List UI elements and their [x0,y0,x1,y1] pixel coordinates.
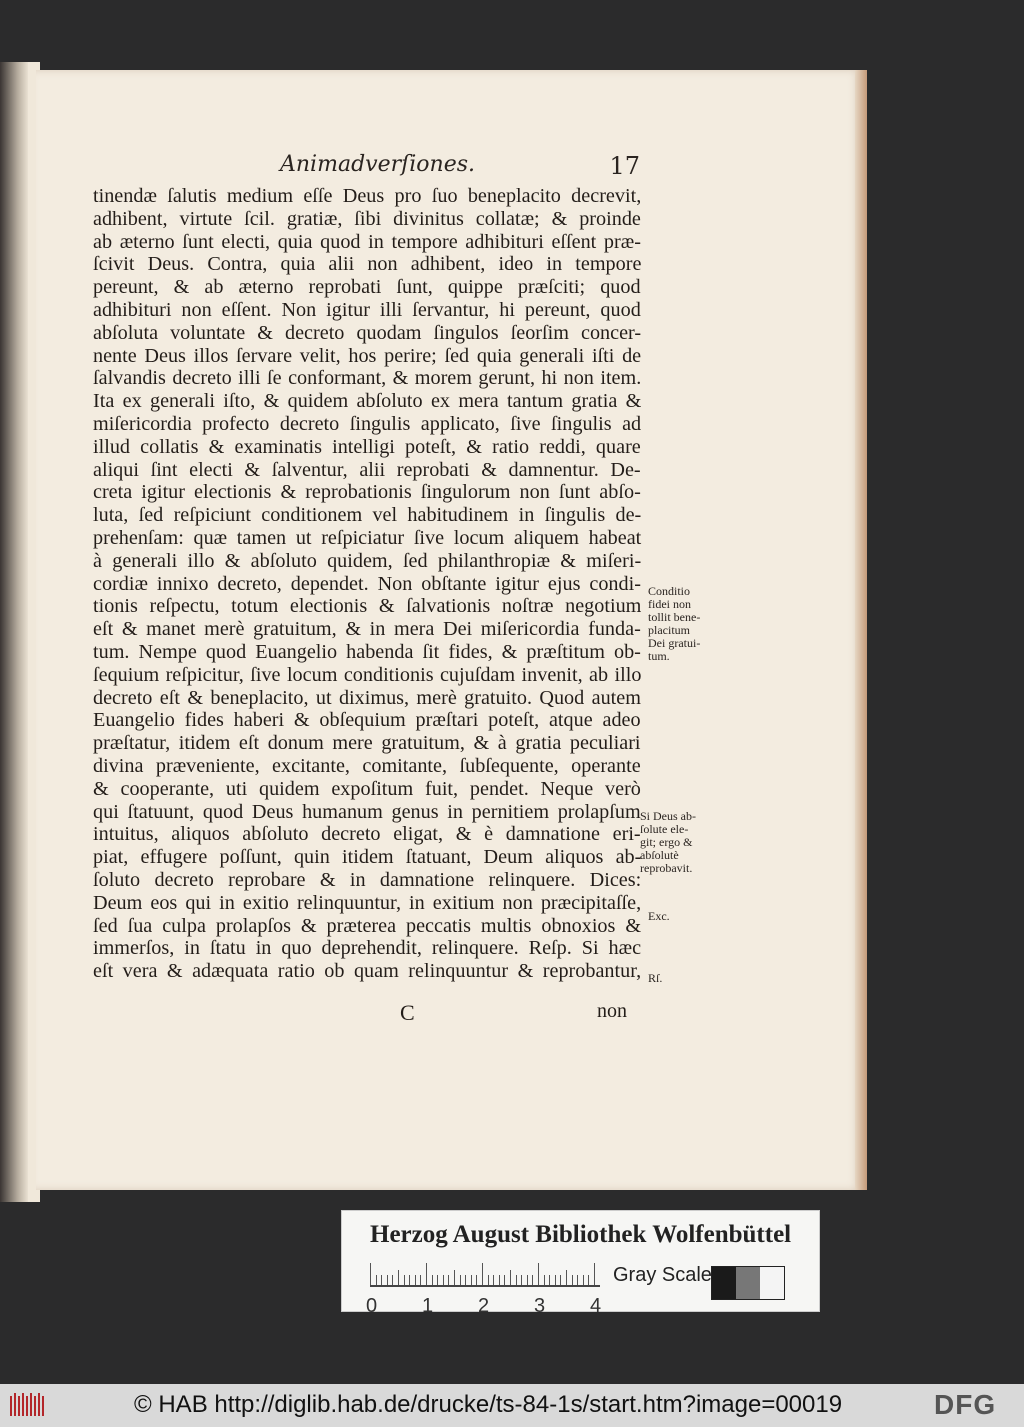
marginal-note-resp [648,972,662,985]
ruler-tick [527,1275,528,1285]
ruler-tick [370,1263,371,1285]
catchword: non [597,1000,627,1022]
text-line: miſericordia profecto decreto ſingulis applicato, ſive ſingulis ad [93,412,642,435]
ruler-tick [488,1275,489,1285]
text-line: eſt vera & adæquata ratio ob quam relinquuntur & reprobantur, [93,960,642,983]
text-line: Deum eos qui in exitio relinquuntur, in exitium non præcipitaſſe, [93,891,642,914]
ruler-tick [482,1263,483,1285]
ruler-tick [594,1263,595,1285]
ruler-tick [443,1275,444,1285]
ruler-tick [409,1275,410,1285]
ruler-tick [432,1275,433,1285]
ruler-tick [521,1275,522,1285]
library-name: Herzog August Bibliothek Wolfenbüttel [370,1221,792,1248]
ruler-tick [465,1275,466,1285]
ruler-tick [398,1270,399,1285]
marginal-line: tollit bene- [648,610,701,624]
text-line: præſtatur, itidem eſt donum mere gratuitum, & à gratia peculiari [93,732,641,755]
text-line: luta, ſed reſpiciunt conditionem vel habitudinem in ſingulis de- [93,504,642,527]
ruler-tick [460,1275,461,1285]
text-line: adhibituri non eſſent. Non igitur illi ſervantur, hi pereunt, quod [93,298,641,321]
marginal-line: tum. [648,649,670,663]
text-line: ſcivit Deus. Contra, quia alii non adhibent, ideo in tempore [93,253,642,276]
text-line: aliqui ſint electi & ſalventur, alii reprobati & damnentur. De- [93,458,641,481]
ruler-tick [583,1275,584,1285]
ruler-tick [404,1275,405,1285]
ruler-tick [476,1275,477,1285]
copyright-link[interactable]: © HAB http://diglib.hab.de/drucke/ts-84-1s/start.htm?image=00019 [134,1391,843,1418]
ruler-number: 2 [478,1295,490,1317]
text-line: creta igitur electionis & reprobationis ſingulorum non ſunt abſo- [93,481,641,504]
text-line: tum. Nempe quod Euangelio habenda ſit fides, & præſtitum ob- [93,640,641,663]
ruler-tick [437,1275,438,1285]
text-line: illud collatis & examinatis intelligi poteſt, & ratio reddi, quare [93,435,641,458]
ruler-number: 0 [366,1295,378,1317]
ruler-number: 4 [590,1295,602,1317]
text-line: decreto eſt & beneplacito, ut diximus, merè gratuito. Quod autem [93,686,641,709]
text-line: tionis reſpectu, totum electionis & ſalvationis noſtræ negotium [93,595,642,618]
ruler-tick [493,1275,494,1285]
footer-bar [0,1384,1024,1427]
text-line: adhibent, virtute ſcil. gratiæ, ſibi divinitus collatæ; & proinde [93,207,641,230]
ruler-tick [454,1270,455,1285]
marginal-line: placitum [648,623,690,637]
body-text [93,185,641,983]
text-line: ſalvandis decreto illi ſe conformant, & morem gerunt, hi non item. [93,367,642,390]
color-calibration-label [341,1210,820,1317]
dfg-logo: DFG [934,1389,997,1420]
ruler-tick [560,1275,561,1285]
running-title: Animadverſiones. [280,152,476,177]
ruler-tick [499,1275,500,1285]
text-line: eſt & manet merè gratuitum, & in mera Dei miſericordia funda- [93,618,641,641]
text-line: ab æterno ſunt electi, quia quod in tempore adhibituri eſſent præ- [93,230,641,253]
grayscale-swatches [711,1266,785,1300]
text-line: tinendæ ſalutis medium eſſe Deus pro ſuo beneplacito decrevit, [93,185,642,207]
hab-logo-icon [8,1390,46,1420]
text-line: ſoluto decreto reprobare & in damnatione relinquere. Dices: [93,868,642,891]
ruler-tick [426,1263,427,1285]
ruler-tick [392,1275,393,1285]
text-line: abſoluta voluntate & decreto quodam ſingulos ſeorſim concer- [93,321,642,344]
ruler-tick [588,1275,589,1285]
text-line: ſed ſua culpa prolapſos & præterea peccatis multis obnoxios & [93,914,642,937]
page-header [280,152,640,184]
text-line: & cooperante, uti quidem expoſitum fuit, pendet. Neque verò [93,777,641,800]
ruler-tick [555,1275,556,1285]
marginal-note-deus [640,810,696,875]
ruler-tick [544,1275,545,1285]
ruler-tick [471,1275,472,1285]
swatch-gray [736,1267,760,1299]
text-line: intuitus, aliquos abſoluto decreto eligat, & è damnatione eri- [93,823,641,846]
ruler-tick [510,1270,511,1285]
ruler-tick [532,1275,533,1285]
text-line: ſequium reſpicitur, ſive locum conditionis cujuſdam invenit, ab illo [93,663,642,686]
ruler-tick [381,1275,382,1285]
text-line: piat, effugere poſſunt, quin itidem ſtatuant, Deum aliquos ab- [93,846,642,869]
text-line: immerſos, in ſtatu in quo deprehendit, relinquere. Reſp. Si hæc [93,937,642,960]
page-number: 17 [609,152,640,180]
marginal-line: git; ergo & [640,835,693,849]
grayscale-label: Gray Scale [613,1264,712,1286]
ruler-tick [577,1275,578,1285]
marginal-line: Rſ. [648,971,663,985]
page-edge [855,70,867,1190]
ruler-tick [538,1263,539,1285]
marginal-line: reprobavit. [640,861,693,875]
ruler-tick [549,1275,550,1285]
text-line: Euangelio fides haberi & obſequium præſtari poteſt, atque adeo [93,709,641,732]
text-line: qui ſtatuunt, quod Deus humanum genus in pernitiem prolapſum [93,800,641,823]
ruler-number: 3 [534,1295,546,1317]
marginal-line: fidei non [648,597,691,611]
ruler-tick [415,1275,416,1285]
text-line: prehenſam: quæ tamen ut reſpiciatur ſive locum aliquem habeat [93,526,642,549]
text-line: nente Deus illos ſervare velit, hos perire; ſed quia generali iſti de [93,344,642,367]
ruler-scale [370,1263,600,1287]
ruler-tick [572,1275,573,1285]
ruler-tick [448,1275,449,1285]
marginal-line: Si Deus ab- [640,809,696,823]
text-line: à generali illo & abſoluto quidem, ſed philanthropiæ & miſeri- [93,549,642,572]
ruler-tick [420,1275,421,1285]
signature-mark: C [400,1000,415,1025]
text-line: pereunt, & ab æterno reprobati ſunt, quippe præſciti; quod [93,276,641,299]
marginal-line: Dei gratui- [648,636,701,650]
text-line: divina præveniente, excitante, comitante, ſubſequente, operante [93,754,641,777]
text-line: Ita ex generali iſto, & quidem abſoluto ex mera tantum gratia & [93,390,642,413]
ruler-tick [376,1275,377,1285]
swatch-black [712,1267,736,1299]
ruler-tick [516,1275,517,1285]
marginal-line: ſolute ele- [640,822,689,836]
marginal-line: Conditio [648,584,691,598]
text-line: cordiæ innixo decreto, dependet. Non obſtante igitur ejus condi- [93,572,641,595]
marginal-note-exc [648,910,670,923]
ruler-tick [387,1275,388,1285]
ruler-tick [566,1270,567,1285]
swatch-white [760,1267,784,1299]
ruler-number: 1 [422,1295,434,1317]
marginal-note-condition [648,585,700,663]
marginal-line: Exc. [648,909,670,923]
marginal-line: abſolutè [640,848,679,862]
ruler-tick [504,1275,505,1285]
